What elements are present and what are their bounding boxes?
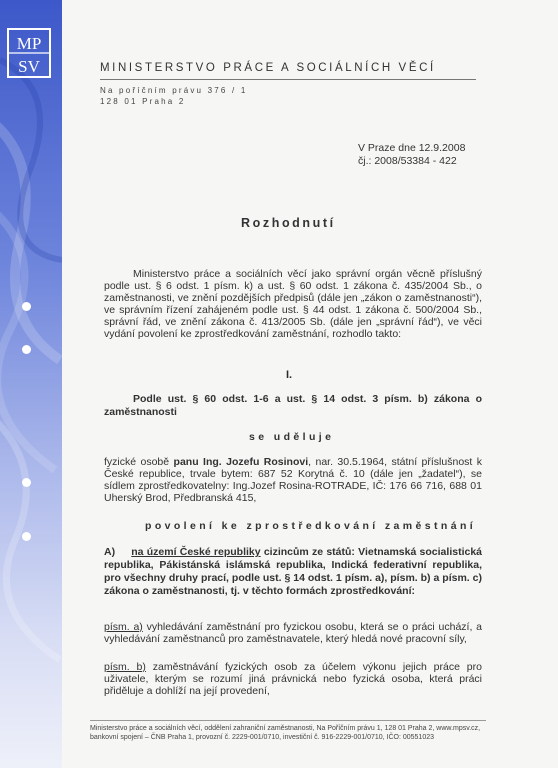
legal-basis: Podle ust. § 60 odst. 1-6 a ust. § 14 odst. 3 písm. b) zákona o zaměstnanosti — [104, 393, 482, 418]
punch-hole-icon — [22, 302, 31, 311]
logo-line2: SV — [18, 57, 40, 76]
grants-phrase: se uděluje — [249, 431, 335, 443]
punch-hole-icon — [22, 478, 31, 487]
scope-paragraph — [104, 546, 482, 598]
section-number: I. — [286, 369, 293, 381]
footer-text: Ministerstvo práce a sociálních věcí, oddělení zahraniční zaměstnanosti, Na Poříčním právu 1, 128 01 Praha 2, www.mpsv.cz, bankovní spojení – ČNB Praha 1, provozní č. 2229-001/0710, investiční č. 916-2229-001/0710, IČO: 00551023 — [90, 725, 481, 741]
ministry-title: MINISTERSTVO PRÁCE A SOCIÁLNÍCH VĚCÍ — [100, 62, 436, 74]
mpsv-logo — [7, 28, 51, 78]
header-divider — [100, 79, 476, 80]
date-block — [358, 142, 465, 168]
scope-label: A) — [104, 546, 116, 558]
list-item — [104, 661, 482, 697]
document-heading: Rozhodnutí — [241, 216, 336, 230]
territory-phrase: na území České republiky — [131, 546, 261, 558]
address-line-1: Na poříčním právu 376 / 1 — [100, 86, 248, 95]
logo-line1: MP — [16, 34, 42, 53]
address-line-2: 128 01 Praha 2 — [100, 97, 186, 106]
punch-hole-icon — [22, 532, 31, 541]
footer-divider — [90, 720, 486, 721]
sidebar-swirl-pattern — [0, 0, 62, 768]
punch-hole-icon — [22, 345, 31, 354]
logo-icon — [9, 30, 49, 76]
item-a-label: písm. a) — [104, 621, 143, 633]
document-date: V Praze dne 12.9.2008 — [358, 142, 466, 154]
list-item — [104, 621, 482, 645]
scope-text: cizincům ze států: Vietnamská socialistická republika, Pákistánská islámská republika, Indická federativní republika, pro všechny druhy prací, podle ust. § 14 odst. 1 písm. a), písm. b) a písm. c) zákona o zaměstnanosti, tj. v těchto formách zprostředkování: — [104, 546, 483, 597]
person-details: , nar. 30.5.1964, státní příslušnost k České republice, trvale bytem: 687 52 Korytná č. 10 (dále jen „žadatel“), se sídlem zprostředkovatelny: Ing.Jozef Rosina-ROTRADE, IČ: 176 66 716, 688 01 Uherský Brod, Předbranská 415, — [104, 456, 482, 505]
item-a-text: vyhledávání zaměstnání pro fyzickou osobu, která se o práci uchází, a vyhledávání zaměstnanců pro zaměstnavatele, který hledá nové pracovní síly, — [104, 621, 482, 646]
blue-sidebar — [0, 0, 62, 768]
permit-title: povolení ke zprostředkování zaměstnání — [145, 520, 477, 532]
intro-paragraph: Ministerstvo práce a sociálních věcí jako správní orgán věcně příslušný podle ust. § 6 odst. 1 písm. k) a ust. § 60 odst. 1 zákona č. 435/2004 Sb., o zaměstnanosti, ve znění pozdějších předpisů (dále jen „zákon o zaměstnanosti“), ve správním řízení zahájeném podle ust. § 44 odst. 1 zákona č. 500/2004 Sb., správní řád, ve znění zákona č. 413/2005 Sb. (dále jen „správní řád“), ve věci vydání povolení ke zprostředkování zaměstnání, rozhodlo takto: — [104, 268, 482, 341]
reference-number: čj.: 2008/53384 - 422 — [358, 155, 457, 167]
person-paragraph — [104, 456, 482, 504]
item-b-text: zaměstnávání fyzických osob za účelem výkonu jejich práce pro uživatele, kterým se rozumí jiná právnická nebo fyzická osoba, která práci přiděluje a dohlíží na její provedení, — [104, 661, 482, 698]
person-name: panu Ing. Jozefu Rosinovi — [173, 456, 309, 468]
person-prefix: fyzické osobě — [104, 456, 174, 468]
item-b-label: písm. b) — [104, 661, 146, 673]
